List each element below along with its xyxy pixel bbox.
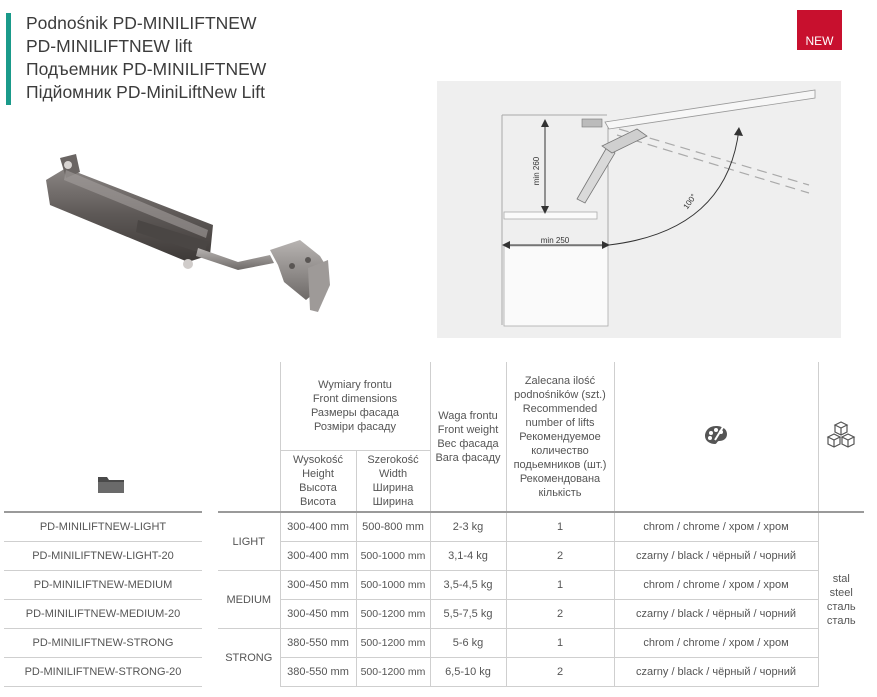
group-label-light: LIGHT xyxy=(218,512,280,571)
table-row xyxy=(4,600,864,629)
new-badge: NEW xyxy=(797,10,842,50)
finish: chrom / chrome / хром / хром xyxy=(614,571,818,600)
title-russian: Подъемник PD-MINILIFTNEW xyxy=(26,59,267,79)
spec-table xyxy=(4,362,864,687)
front-width: 500-1000 mm xyxy=(356,542,430,571)
product-title-block xyxy=(26,12,266,104)
cubes-icon xyxy=(826,420,856,450)
front-weight: 3,1-4 kg xyxy=(430,542,506,571)
front-height: 300-450 mm xyxy=(280,600,356,629)
finish: czarny / black / чёрный / чорний xyxy=(614,542,818,571)
lift-count: 1 xyxy=(506,629,614,658)
table-row xyxy=(4,658,864,687)
front-height: 380-550 mm xyxy=(280,629,356,658)
front-weight: 3,5-4,5 kg xyxy=(430,571,506,600)
front-width: 500-800 mm xyxy=(356,512,430,542)
front-weight: 2-3 kg xyxy=(430,512,506,542)
front-height: 380-550 mm xyxy=(280,658,356,687)
accent-bar xyxy=(6,13,11,105)
model-name: PD-MINILIFTNEW-MEDIUM xyxy=(4,571,202,600)
group-label-strong: STRONG xyxy=(218,629,280,687)
front-height: 300-400 mm xyxy=(280,542,356,571)
width-header: Szerokość Width Ширина Ширина xyxy=(367,453,419,508)
folder-icon xyxy=(96,473,126,495)
lift-count: 1 xyxy=(506,512,614,542)
front-width: 500-1000 mm xyxy=(356,571,430,600)
finish: chrom / chrome / хром / хром xyxy=(614,512,818,542)
lift-count: 1 xyxy=(506,571,614,600)
front-height: 300-400 mm xyxy=(280,512,356,542)
front-weight-header: Waga frontu Front weight Вес фасада Вага фасаду xyxy=(435,409,501,464)
diagram-height-label: min 260 xyxy=(532,156,541,186)
title-polish: Podnośnik PD-MINILIFTNEW xyxy=(26,13,257,33)
table-row xyxy=(4,629,864,658)
title-english: PD-MINILIFTNEW lift xyxy=(26,36,193,56)
diagram-width-label: min 250 xyxy=(540,236,570,245)
front-width: 500-1200 mm xyxy=(356,658,430,687)
recommended-lifts-header: Zalecana ilość podnośników (szt.) Recommended number of lifts Рекомендуемое количество подьемников (шт.) Рекомендована кількість xyxy=(513,374,607,499)
finish: czarny / black / чёрный / чорний xyxy=(614,600,818,629)
finish: chrom / chrome / хром / хром xyxy=(614,629,818,658)
diagram-angle-label: 100° xyxy=(681,192,699,211)
product-image xyxy=(38,150,338,325)
title-ukrainian: Підйомник PD-MiniLiftNew Lift xyxy=(26,82,265,102)
front-weight: 6,5-10 kg xyxy=(430,658,506,687)
front-weight: 5,5-7,5 kg xyxy=(430,600,506,629)
model-name: PD-MINILIFTNEW-LIGHT xyxy=(4,512,202,542)
palette-icon xyxy=(703,424,729,446)
model-name: PD-MINILIFTNEW-STRONG-20 xyxy=(4,658,202,687)
lift-count: 2 xyxy=(506,600,614,629)
front-width: 500-1200 mm xyxy=(356,629,430,658)
front-width: 500-1200 mm xyxy=(356,600,430,629)
table-row xyxy=(4,512,864,542)
lift-count: 2 xyxy=(506,542,614,571)
front-weight: 5-6 kg xyxy=(430,629,506,658)
finish: czarny / black / чёрный / чорний xyxy=(614,658,818,687)
table-row xyxy=(4,571,864,600)
lift-count: 2 xyxy=(506,658,614,687)
table-row xyxy=(4,542,864,571)
front-height: 300-450 mm xyxy=(280,571,356,600)
height-header: Wysokość Height Высота Висота xyxy=(292,453,344,508)
model-name: PD-MINILIFTNEW-MEDIUM-20 xyxy=(4,600,202,629)
model-name: PD-MINILIFTNEW-STRONG xyxy=(4,629,202,658)
material-label: stal steel сталь сталь xyxy=(826,572,856,627)
front-dimensions-header: Wymiary frontu Front dimensions Размеры фасада Розміри фасаду xyxy=(310,378,400,433)
mounting-diagram xyxy=(437,81,841,338)
group-label-medium: MEDIUM xyxy=(218,571,280,629)
model-name: PD-MINILIFTNEW-LIGHT-20 xyxy=(4,542,202,571)
